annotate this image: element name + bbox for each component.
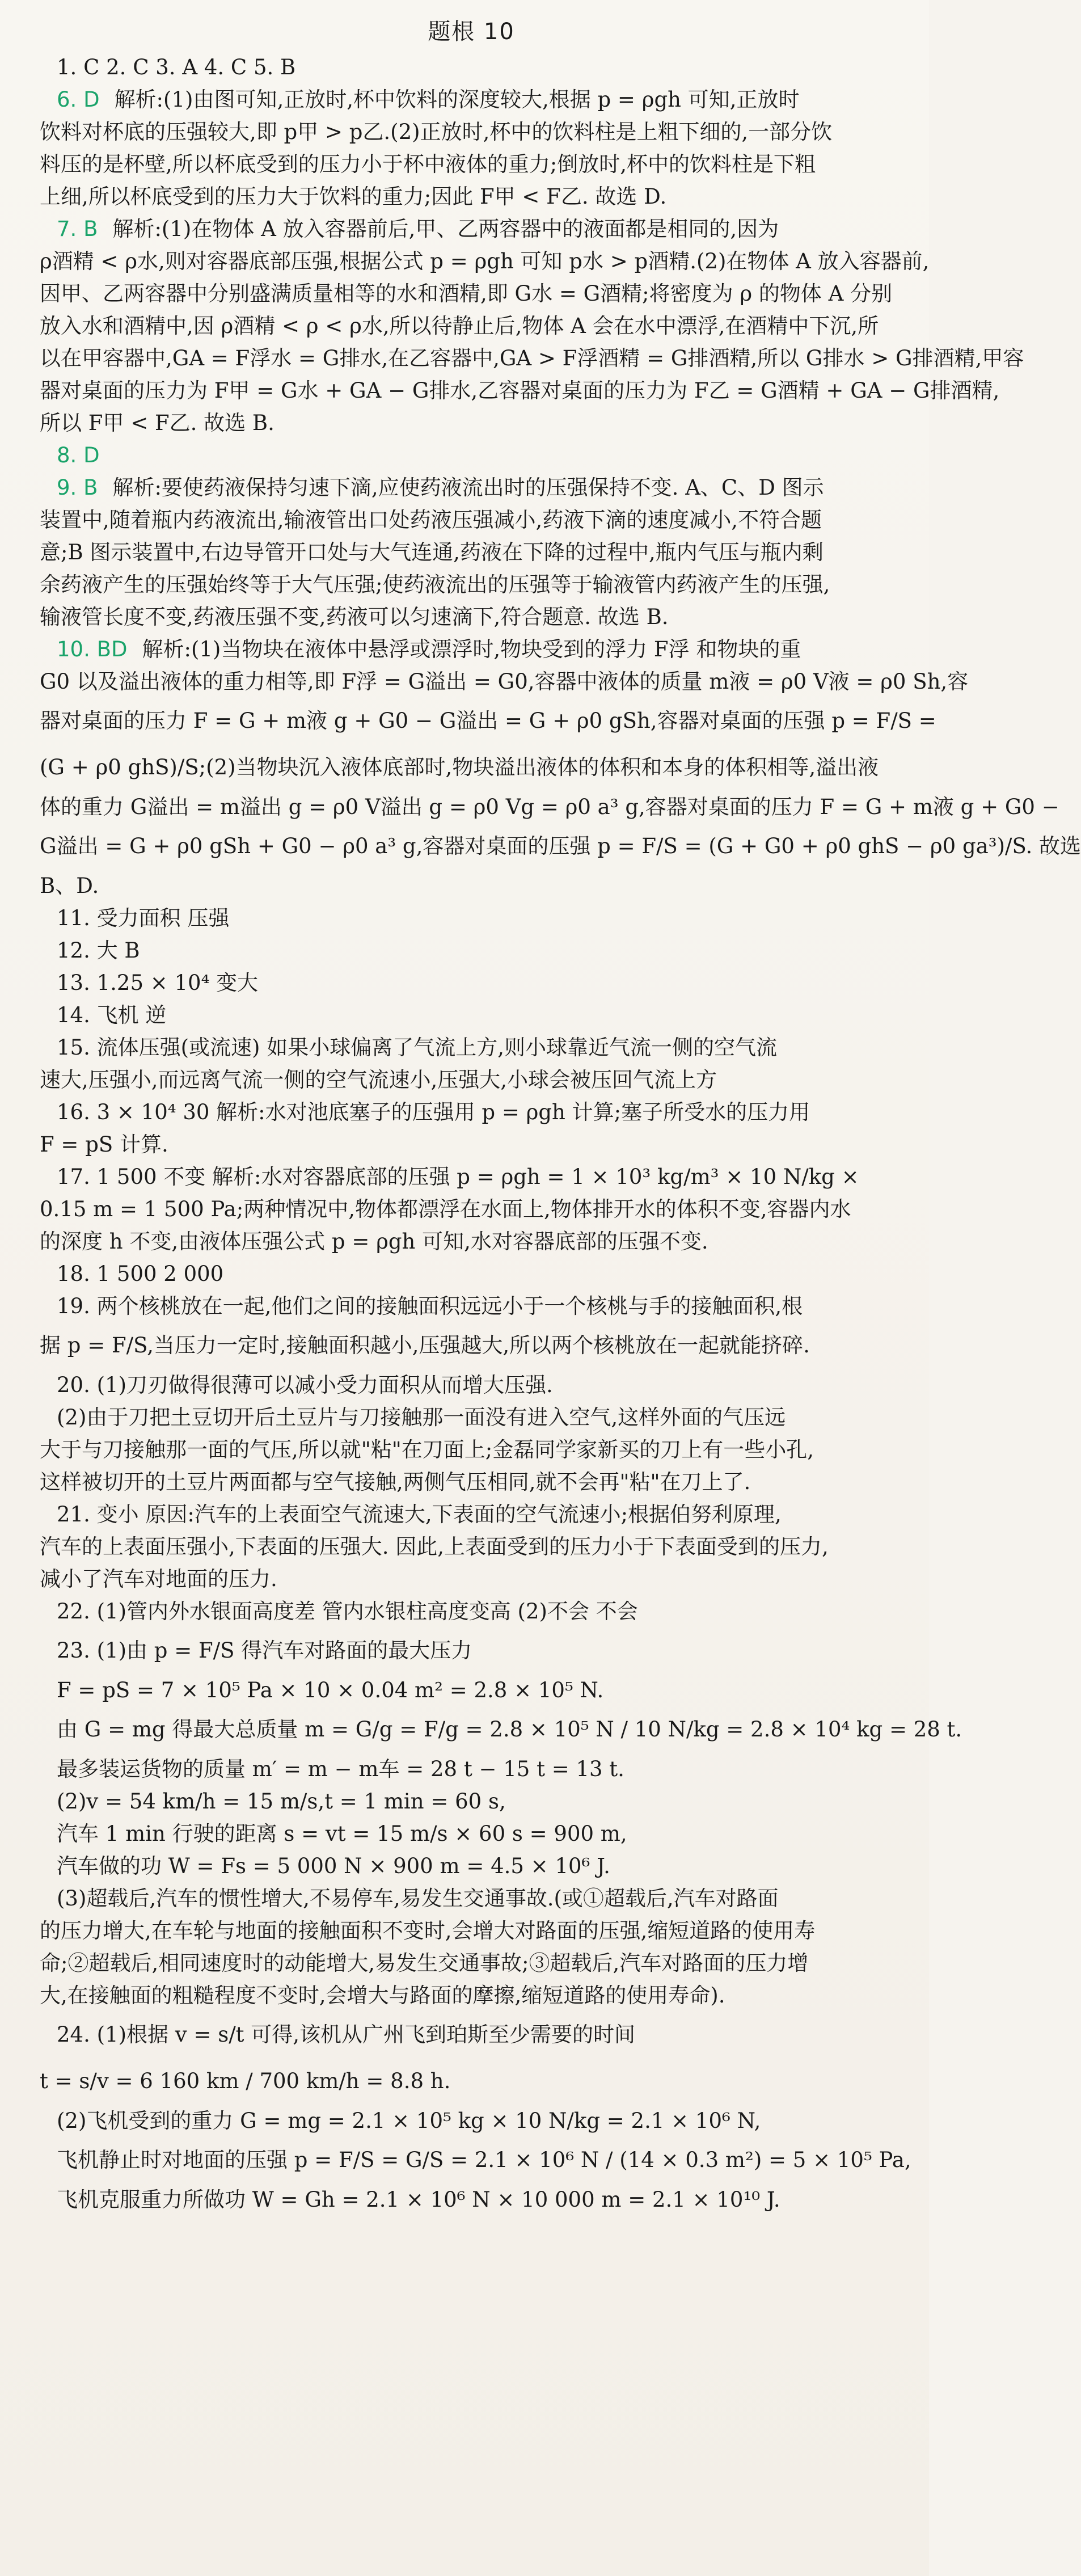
answer-label: 6. D (57, 87, 100, 112)
line-text: G0 以及溢出液体的重力相等,即 F浮 = G溢出 = G0,容器中液体的质量 m液 = ρ0 V液 = ρ0 Sh,容 (40, 669, 969, 694)
text-line (40, 1161, 903, 1193)
text-line (40, 2058, 903, 2105)
line-text: 汽车 1 min 行驶的距离 s = vt = 15 m/s × 60 s = 900 m, (57, 1822, 627, 1846)
line-text: 器对桌面的压力为 F甲 = G水 + GA − G排水,乙容器对桌面的压力为 F乙 = G酒精 + GA − G排酒精, (40, 378, 1000, 403)
text-line (40, 1128, 903, 1161)
line-text: (2)飞机受到的重力 G = mg = 2.1 × 10⁵ kg × 10 N/kg = 2.1 × 10⁶ N, (57, 2109, 761, 2133)
text-line (40, 245, 930, 277)
line-text: 放入水和酒精中,因 ρ酒精 < ρ < ρ水,所以待静止后,物体 A 会在水中漂浮,在酒精中下沉,所 (40, 314, 879, 338)
text-line (40, 999, 903, 1031)
line-text: 15. 流体压强(或流速) 如果小球偏离了气流上方,则小球靠近气流一侧的空气流 (57, 1035, 777, 1060)
text-line (40, 310, 903, 342)
answer-label: 8. D (57, 443, 100, 467)
text-line (40, 180, 903, 213)
answer-label: 9. B (57, 475, 98, 500)
text-line (40, 967, 903, 999)
line-text: 0.15 m = 1 500 Pa;两种情况中,物体都漂浮在水面上,物体排开水的体积不变,容器内水 (40, 1197, 851, 1221)
line-text: 19. 两个核桃放在一起,他们之间的接触面积远远小于一个核桃与手的接触面积,根 (57, 1294, 803, 1318)
line-text: 装置中,随着瓶内药液流出,输液管出口处药液压强减小,药液下滴的速度减小,不符合题 (40, 508, 822, 532)
line-text: 所以 F甲 < F乙. 故选 B. (40, 411, 275, 435)
line-text: 大于与刀接触那一面的气压,所以就"粘"在刀面上;金磊同学家新买的刀上有一些小孔, (40, 1437, 814, 1462)
answer-content (40, 51, 1081, 2216)
text-line (40, 568, 903, 601)
line-text: 的压力增大,在车轮与地面的接触面积不变时,会增大对路面的压强,缩短道路的使用寿 (40, 1919, 816, 1943)
line-text: 器对桌面的压力 F = G + m液 g + G0 − G溢出 = G + ρ0 gSh,容器对桌面的压强 p = F/S = (40, 709, 936, 733)
line-text: 17. 1 500 不变 解析:水对容器底部的压强 p = ρgh = 1 × 10³ kg/m³ × 10 N/kg × (57, 1165, 859, 1189)
text-line (40, 1753, 903, 1785)
text-line (40, 1706, 962, 1753)
line-text: 据 p = F/S,当压力一定时,接触面积越小,压强越大,所以两个核桃放在一起就能挤碎. (40, 1333, 810, 1357)
line-text: 体的重力 G溢出 = m溢出 g = ρ0 V溢出 g = ρ0 Vg = ρ0 a³ g,容器对桌面的压力 F = G + m液 g + G0 − (40, 795, 1059, 819)
text-line (40, 116, 903, 148)
line-text: 解析:要使药液保持匀速下滴,应使药液流出时的压强保持不变. A、C、D 图示 (112, 475, 824, 500)
text-line (40, 471, 903, 504)
line-text: (G + ρ0 ghS)/S;(2)当物块沉入液体底部时,物块溢出液体的体积和本身的体积相等,溢出液 (40, 755, 879, 779)
text-line (40, 791, 1059, 823)
text-line (40, 1466, 903, 1498)
line-text: 飞机克服重力所做功 W = Gh = 2.1 × 10⁶ N × 10 000 m = 2.1 × 10¹⁰ J. (57, 2187, 780, 2212)
line-text: 的深度 h 不变,由液体压强公式 p = ρgh 可知,水对容器底部的压强不变. (40, 1229, 708, 1254)
text-line (40, 1258, 903, 1290)
line-text: 饮料对杯底的压强较大,即 p甲 > p乙.(2)正放时,杯中的饮料柱是上粗下细的,一部分饮 (40, 120, 833, 144)
text-line (40, 1850, 903, 1882)
line-text: 12. 大 B (57, 938, 140, 963)
line-text: 24. (1)根据 v = s/t 可得,该机从广州飞到珀斯至少需要的时间 (57, 2022, 636, 2047)
text-line (40, 1979, 903, 2012)
text-line (40, 902, 903, 934)
text-line (40, 407, 903, 439)
text-line (40, 744, 903, 791)
text-line (40, 665, 969, 698)
text-line (40, 1193, 903, 1225)
page-title: 题根 10 (428, 19, 515, 45)
line-text: 以在甲容器中,GA = F浮水 = G排水,在乙容器中,GA > F浮酒精 = G排酒精,所以 G排水 > G排酒精,甲容 (40, 346, 1024, 370)
line-text: 输液管长度不变,药液压强不变,药液可以匀速滴下,符合题意. 故选 B. (40, 605, 669, 629)
text-line (40, 536, 903, 568)
line-text: 22. (1)管内外水银面高度差 管内水银柱高度变高 (2)不会 不会 (57, 1599, 638, 1624)
text-line (40, 601, 903, 633)
text-line (40, 1369, 903, 1401)
text-line (40, 1915, 903, 1947)
text-line (40, 698, 936, 744)
text-line (40, 934, 903, 967)
text-line (40, 870, 903, 902)
line-text: 大,在接触面的粗糙程度不变时,会增大与路面的摩擦,缩短道路的使用寿命). (40, 1983, 725, 2008)
line-text: 余药液产生的压强始终等于大气压强;使药液流出的压强等于输液管内药液产生的压强, (40, 572, 830, 597)
text-line (40, 1947, 903, 1979)
line-text: G溢出 = G + ρ0 gSh + G0 − ρ0 a³ g,容器对桌面的压强 p = F/S = (G + G0 + ρ0 ghS − ρ0 ga³)/S. 故选 (40, 834, 1081, 858)
line-text: 21. 变小 原因:汽车的上表面空气流速大,下表面的空气流速小;根据伯努利原理, (57, 1502, 782, 1527)
line-text: 料压的是杯壁,所以杯底受到的压力小于杯中液体的重力;倒放时,杯中的饮料柱是下粗 (40, 152, 816, 176)
text-line (40, 1595, 903, 1628)
line-text: 这样被切开的土豆片两面都与空气接触,两侧气压相同,就不会再"粘"在刀上了. (40, 1470, 751, 1494)
line-text: 上细,所以杯底受到的压力大于饮料的重力;因此 F甲 < F乙. 故选 D. (40, 184, 667, 209)
text-line (40, 1401, 903, 1434)
line-text: 18. 1 500 2 000 (57, 1262, 224, 1286)
text-line (40, 1096, 903, 1128)
text-line (40, 1225, 903, 1258)
text-line (40, 1290, 903, 1322)
text-line (40, 2012, 903, 2058)
text-line (40, 439, 903, 471)
line-text: 意;B 图示装置中,右边导管开口处与大气连通,药液在下降的过程中,瓶内气压与瓶内剩 (40, 540, 824, 564)
text-line (40, 1785, 903, 1818)
line-text: 16. 3 × 10⁴ 30 解析:水对池底塞子的压强用 p = ρgh 计算;塞子所受水的压力用 (57, 1100, 810, 1124)
line-text: 20. (1)刀刃做得很薄可以减小受力面积从而增大压强. (57, 1373, 553, 1397)
line-text: B、D. (40, 874, 99, 898)
line-text: 解析:(1)当物块在液体中悬浮或漂浮时,物块受到的浮力 F浮 和物块的重 (142, 637, 801, 661)
line-text: 由 G = mg 得最大总质量 m = G/g = F/g = 2.8 × 10⁵ N / 10 N/kg = 2.8 × 10⁴ kg = 28 t. (57, 1717, 962, 1742)
text-line (40, 504, 903, 536)
answer-label: 7. B (57, 217, 98, 241)
text-line (40, 2105, 903, 2137)
text-line (40, 1322, 903, 1369)
text-line (40, 1031, 903, 1064)
text-line (40, 1674, 903, 1706)
line-text: (2)v = 54 km/h = 15 m/s,t = 1 min = 60 s, (57, 1789, 506, 1814)
text-line (40, 1064, 903, 1096)
line-text: 13. 1.25 × 10⁴ 变大 (57, 971, 259, 995)
line-text: 解析:(1)在物体 A 放入容器前后,甲、乙两容器中的液面都是相同的,因为 (112, 217, 779, 241)
text-line (40, 213, 903, 245)
text-line (40, 1882, 903, 1915)
text-line (40, 1628, 903, 1674)
line-text: 减小了汽车对地面的压力. (40, 1567, 277, 1591)
line-text: 汽车的上表面压强小,下表面的压强大. 因此,上表面受到的压力小于下表面受到的压力, (40, 1534, 829, 1559)
text-line (40, 374, 1000, 407)
text-line (40, 1818, 903, 1850)
text-line (40, 1531, 903, 1563)
line-text: 23. (1)由 p = F/S 得汽车对路面的最大压力 (57, 1638, 472, 1663)
text-line (40, 1434, 903, 1466)
line-text: 最多装运货物的质量 m′ = m − m车 = 28 t − 15 t = 13 t. (57, 1757, 624, 1781)
text-line (40, 51, 903, 83)
line-text: 速大,压强小,而远离气流一侧的空气流速小,压强大,小球会被压回气流上方 (40, 1068, 717, 1092)
line-text: t = s/v = 6 160 km / 700 km/h = 8.8 h. (40, 2069, 451, 2093)
line-text: ρ酒精 < ρ水,则对容器底部压强,根据公式 p = ρgh 可知 p水 > p酒精.(2)在物体 A 放入容器前, (40, 249, 930, 273)
line-text: 汽车做的功 W = Fs = 5 000 N × 900 m = 4.5 × 10⁶ J. (57, 1854, 610, 1878)
line-text: 飞机静止时对地面的压强 p = F/S = G/S = 2.1 × 10⁶ N / (14 × 0.3 m²) = 5 × 10⁵ Pa, (57, 2148, 911, 2172)
line-text: 11. 受力面积 压强 (57, 906, 230, 930)
line-text: F = pS 计算. (40, 1132, 168, 1157)
text-line (40, 342, 1024, 374)
line-text: 因甲、乙两容器中分别盛满质量相等的水和酒精,即 G水 = G酒精;将密度为 ρ 的物体 A 分别 (40, 281, 893, 306)
text-line (40, 277, 903, 310)
line-text: (3)超载后,汽车的惯性增大,不易停车,易发生交通事故.(或①超载后,汽车对路面 (57, 1886, 779, 1911)
text-line (40, 83, 903, 116)
line-text: 14. 飞机 逆 (57, 1003, 167, 1027)
answer-label: 10. BD (57, 637, 128, 661)
text-line (40, 823, 1081, 870)
line-text: 命;②超载后,相同速度时的动能增大,易发生交通事故;③超载后,汽车对路面的压力增 (40, 1951, 809, 1975)
line-text: 1. C 2. C 3. A 4. C 5. B (57, 55, 296, 79)
text-line (40, 1498, 903, 1531)
text-line (40, 1563, 903, 1595)
line-text: 解析:(1)由图可知,正放时,杯中饮料的深度较大,根据 p = ρgh 可知,正放时 (114, 87, 800, 112)
text-line (40, 2137, 911, 2183)
text-line (40, 633, 903, 665)
text-line (40, 2183, 903, 2216)
text-line (40, 148, 903, 180)
line-text: (2)由于刀把土豆切开后土豆片与刀接触那一面没有进入空气,这样外面的气压远 (57, 1405, 786, 1430)
line-text: F = pS = 7 × 10⁵ Pa × 10 × 0.04 m² = 2.8 × 10⁵ N. (57, 1678, 604, 1702)
